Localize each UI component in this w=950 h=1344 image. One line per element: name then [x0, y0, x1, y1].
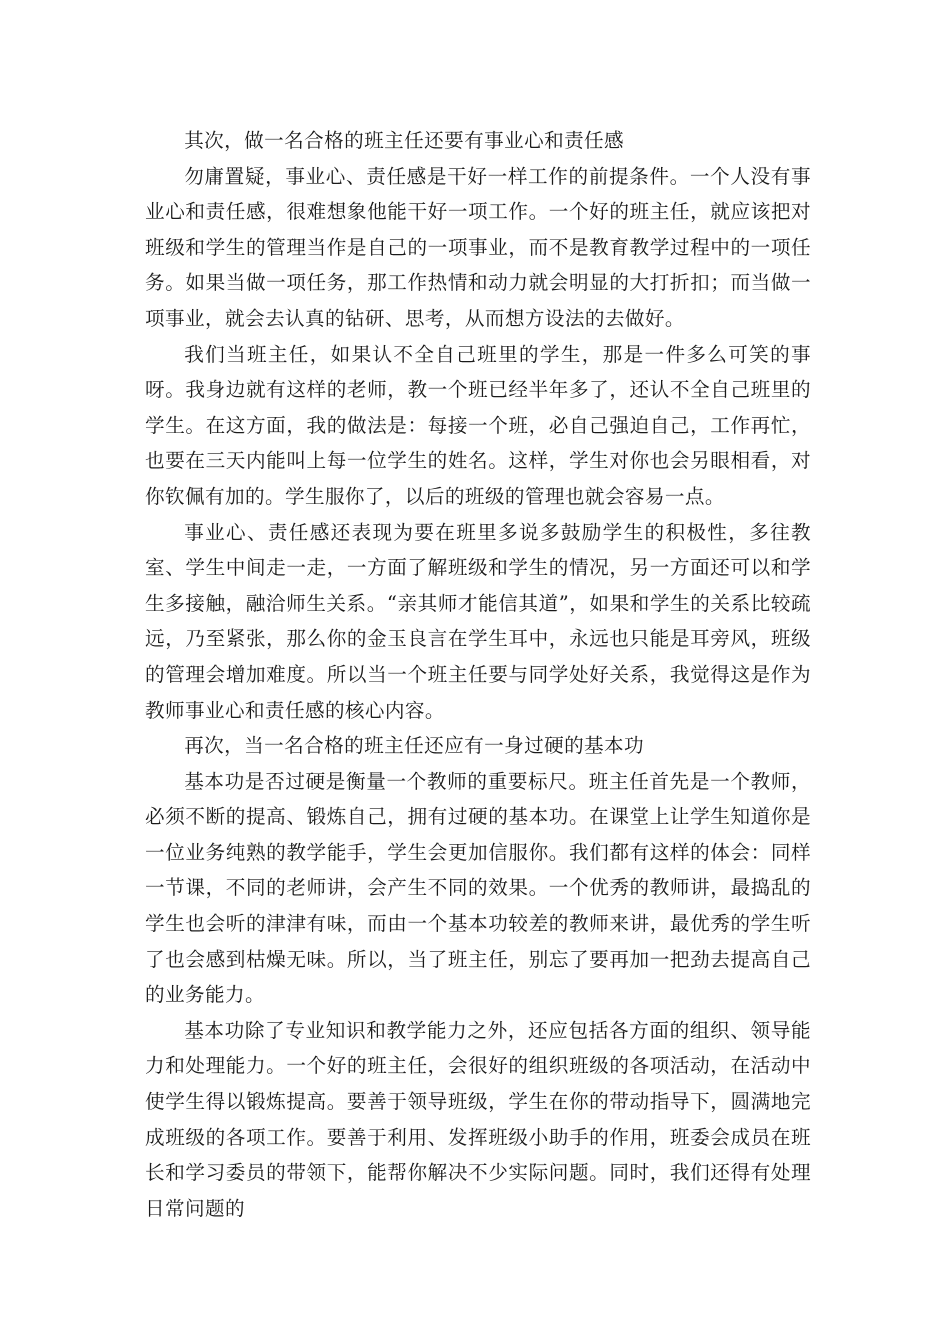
paragraph: 勿庸置疑，事业心、责任感是干好一样工作的前提条件。一个人没有事业心和责任感，很难想象他能干好一项工作。一个好的班主任，就应该把对班级和学生的管理当作是自己的一项事业，而不是教育教学过程中的一项任务。如果当做一项任务，那工作热情和动力就会明显的大打折扣；而当做一项事业，就会去认真的钻研、思考，从而想方设法的去做好。 — [145, 164, 811, 330]
paragraph: 事业心、责任感还表现为要在班里多说多鼓励学生的积极性，多往教室、学生中间走一走，一方面了解班级和学生的情况，另一方面还可以和学生多接触，融洽师生关系。“亲其师才能信其道”，如果和学生的关系比较疏远，乃至紧张，那么你的金玉良言在学生耳中，永远也只能是耳旁风，班级的管理会增加难度。所以当一个班主任要与同学处好关系，我觉得这是作为教师事业心和责任感的核心内容。 — [145, 520, 811, 722]
paragraph: 基本功是否过硬是衡量一个教师的重要标尺。班主任首先是一个教师，必须不断的提高、锻炼自己，拥有过硬的基本功。在课堂上让学生知道你是一位业务纯熟的教学能手，学生会更加信服你。我们都有这样的体会：同样一节课，不同的老师讲，会产生不同的效果。一个优秀的教师讲，最捣乱的学生也会听的津津有味，而由一个基本功较差的教师来讲，最优秀的学生听了也会感到枯燥无味。所以，当了班主任，别忘了要再加一把劲去提高自己的业务能力。 — [145, 769, 811, 1007]
paragraph: 基本功除了专业知识和教学能力之外，还应包括各方面的组织、领导能力和处理能力。一个好的班主任，会很好的组织班级的各项活动，在活动中使学生得以锻炼提高。要善于领导班级，学生在你的带动指导下，圆满地完成班级的各项工作。要善于利用、发挥班级小助手的作用，班委会成员在班长和学习委员的带领下，能帮你解决不少实际问题。同时，我们还得有处理日常问题的 — [145, 1018, 811, 1220]
section-heading-responsibility: 其次，做一名合格的班主任还要有事业心和责任感 — [184, 129, 625, 152]
section-heading-basic-skills: 再次，当一名合格的班主任还应有一身过硬的基本功 — [184, 734, 645, 758]
document-body — [145, 123, 811, 1226]
paragraph: 我们当班主任，如果认不全自己班里的学生，那是一件多么可笑的事呀。我身边就有这样的老师，教一个班已经半年多了，还认不全自己班里的学生。在这方面，我的做法是：每接一个班，必自己强迫自己，工作再忙，也要在三天内能叫上每一位学生的姓名。这样，学生对你也会另眼相看，对你钦佩有加的。学生服你了，以后的班级的管理也就会容易一点。 — [145, 342, 811, 508]
